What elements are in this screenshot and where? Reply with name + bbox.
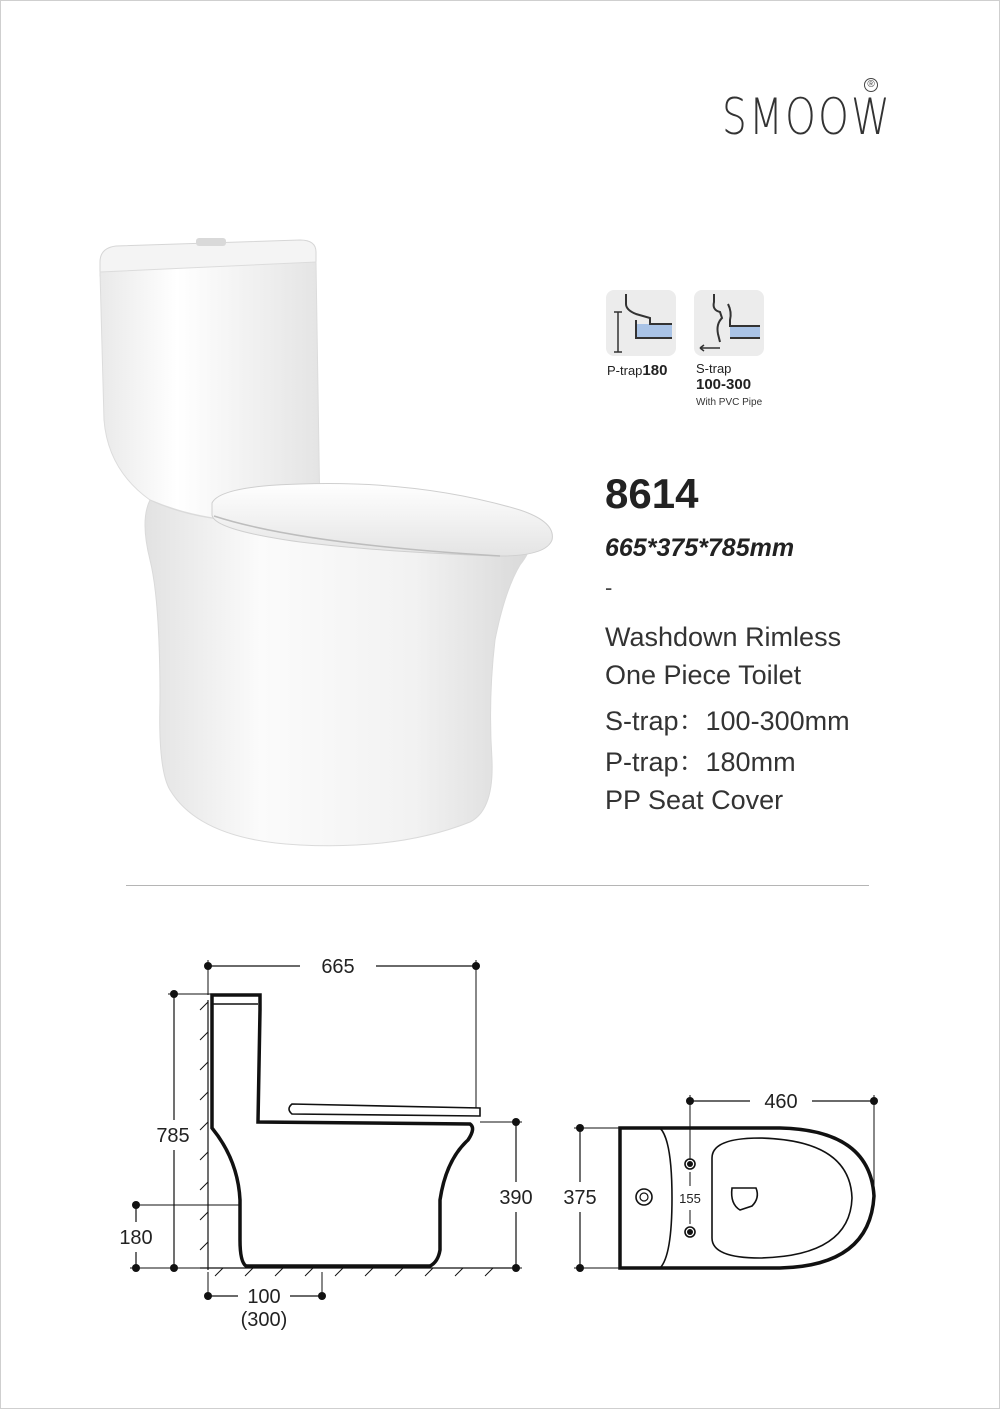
dim-height: 785 xyxy=(156,1125,190,1147)
dim-length-side: 665 xyxy=(321,956,355,978)
dim-s-trap: 100 xyxy=(247,1286,281,1308)
spec-line: PP Seat Cover xyxy=(605,785,784,815)
p-trap-text: P-trap xyxy=(607,363,643,378)
s-trap-value: 100-300 xyxy=(696,376,752,393)
s-trap-label: S-trap xyxy=(696,361,732,376)
s-trap-note: With PVC Pipe xyxy=(696,397,763,408)
product-dimensions: 665*375*785mm xyxy=(605,534,795,562)
registered-mark: ® xyxy=(864,78,878,92)
spec-line: Washdown Rimless xyxy=(605,622,842,652)
dim-s-trap-alt: (300) xyxy=(240,1309,288,1331)
dim-seat-height: 390 xyxy=(499,1187,533,1209)
model-number: 8614 xyxy=(605,470,699,517)
spec-line: P-trap：180mm xyxy=(605,747,796,777)
p-trap-value: 180 xyxy=(642,362,668,379)
separator-dash: - xyxy=(605,575,613,600)
dim-bolt-spacing: 155 xyxy=(679,1191,701,1206)
spec-line: S-trap：100-300mm xyxy=(605,706,850,736)
dim-width-top: 375 xyxy=(563,1187,597,1209)
spec-line: One Piece Toilet xyxy=(605,660,802,690)
dim-p-trap-height: 180 xyxy=(119,1227,153,1249)
dim-length-top: 460 xyxy=(764,1091,798,1113)
brand-logo: SMOOW xyxy=(722,88,893,146)
